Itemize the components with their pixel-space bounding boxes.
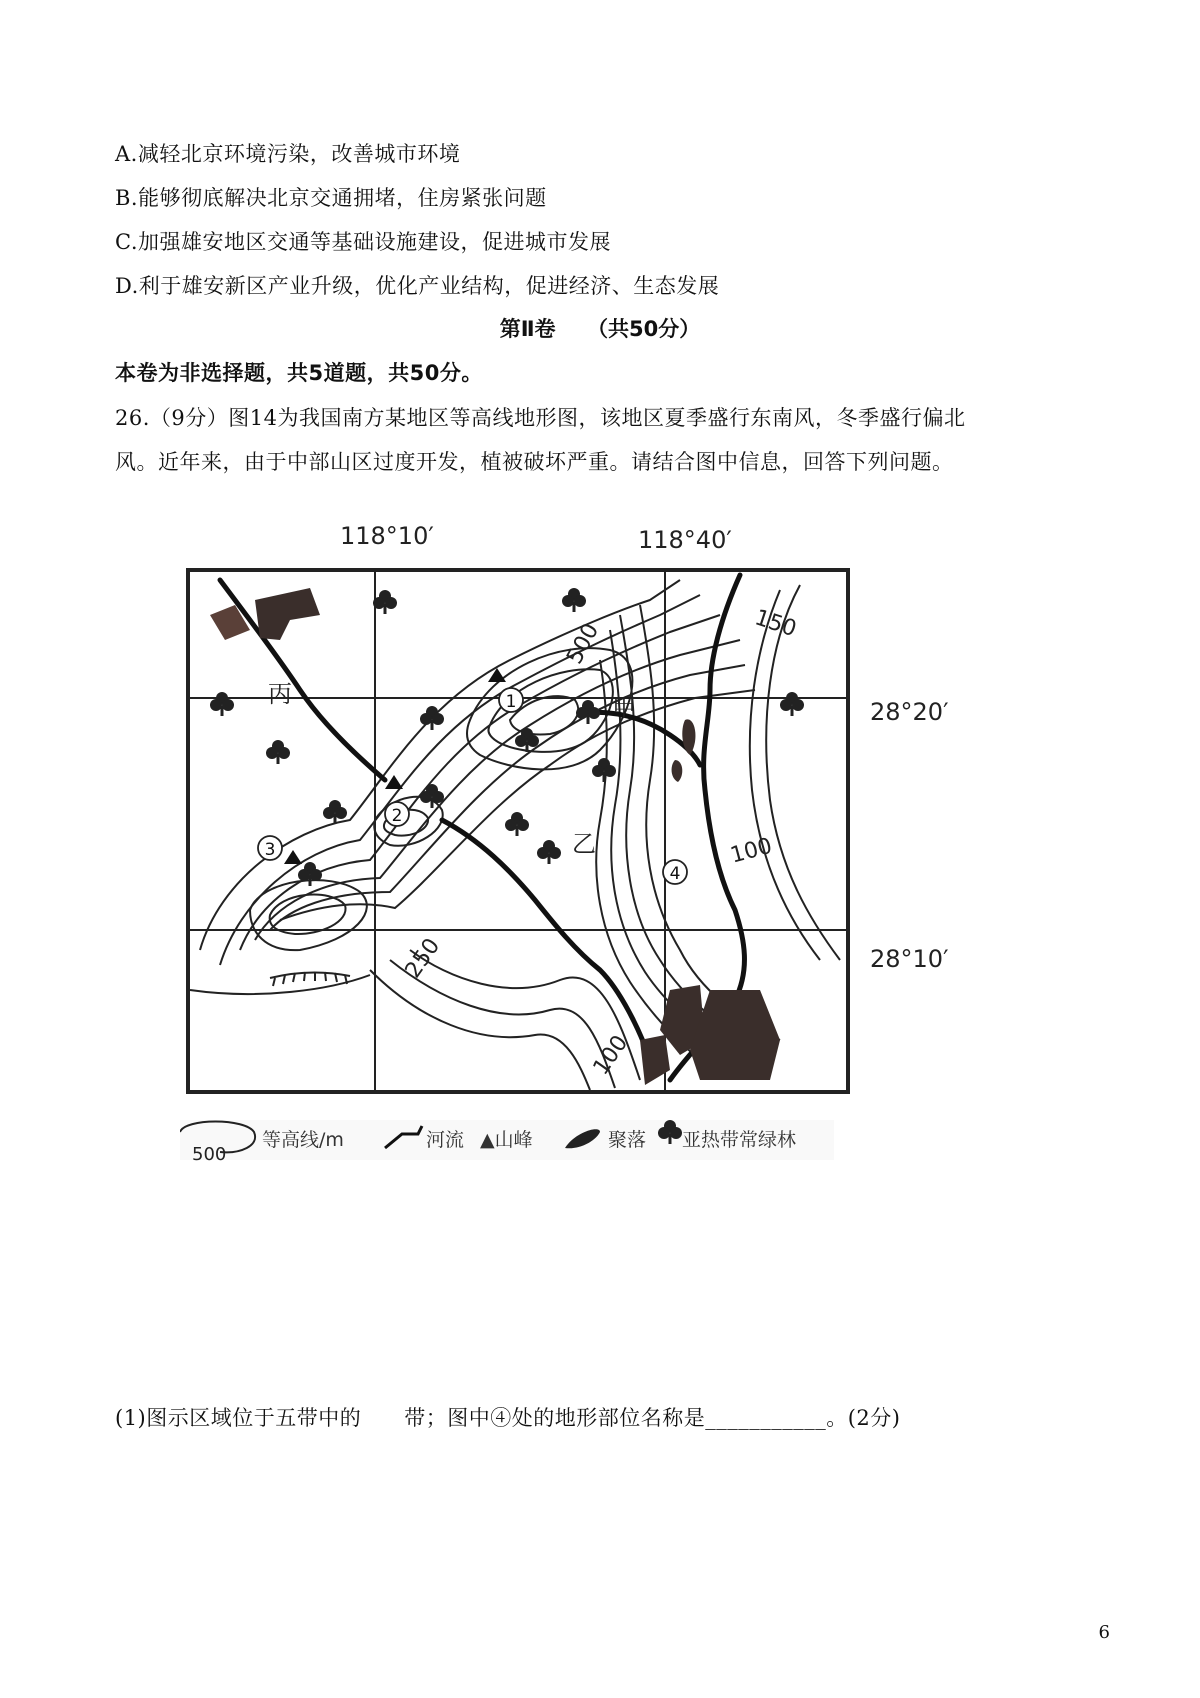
section-note: 本卷为非选择题，共5道题，共50分。 <box>115 361 483 385</box>
contour-label-100-right: 100 <box>727 833 775 869</box>
lon-label-left: 118°10′ <box>340 522 434 550</box>
legend-peak-text: ▲山峰 <box>480 1129 533 1151</box>
legend-river-text: 河流 <box>426 1129 465 1151</box>
legend-settlement-text: 聚落 <box>608 1129 647 1151</box>
subquestion-1: (1)图示区域位于五带中的 带；图中④处的地形部位名称是___________。(2分) <box>115 1406 901 1430</box>
contour-map <box>180 520 950 1180</box>
contour-label-100-bottom: 100 <box>588 1031 634 1080</box>
legend <box>180 1120 834 1165</box>
question-line-1: 26.（9分）图14为我国南方某地区等高线地形图，该地区夏季盛行东南风，冬季盛行偏北 <box>115 406 966 430</box>
label-bing: 丙 <box>268 680 292 708</box>
legend-contour-text: 等高线/m <box>262 1129 344 1151</box>
option-d: D.利于雄安新区产业升级，优化产业结构，促进经济、生态发展 <box>115 274 720 298</box>
marker-2: 2 <box>391 806 403 826</box>
lon-label-right: 118°40′ <box>638 526 732 554</box>
label-yi: 乙 <box>572 830 596 858</box>
page-number: 6 <box>1098 1622 1110 1643</box>
question-line-2: 风。近年来，由于中部山区过度开发，植被破坏严重。请结合图中信息，回答下列问题。 <box>115 450 954 474</box>
legend-forest-text: 亚热带常绿林 <box>682 1129 797 1151</box>
contour-label-150: 150 <box>751 605 800 643</box>
option-c: C.加强雄安地区交通等基础设施建设，促进城市发展 <box>115 230 611 254</box>
lat-label-top: 28°20′ <box>870 698 949 726</box>
legend-contour-value: 500 <box>192 1144 227 1165</box>
marker-1: 1 <box>505 692 517 712</box>
section-title: 第Ⅱ卷 （共50分） <box>499 317 701 341</box>
lat-label-bottom: 28°10′ <box>870 945 949 973</box>
contour-label-250: 250 <box>400 934 446 983</box>
marker-3: 3 <box>264 840 276 860</box>
marker-4: 4 <box>669 864 681 884</box>
contour-label-500: 500 <box>562 619 605 669</box>
option-a: A.减轻北京环境污染，改善城市环境 <box>115 142 461 166</box>
label-jia: 甲 <box>612 694 636 722</box>
option-b: B.能够彻底解决北京交通拥堵，住房紧张问题 <box>115 186 547 210</box>
contour-map-figure <box>180 520 950 1180</box>
